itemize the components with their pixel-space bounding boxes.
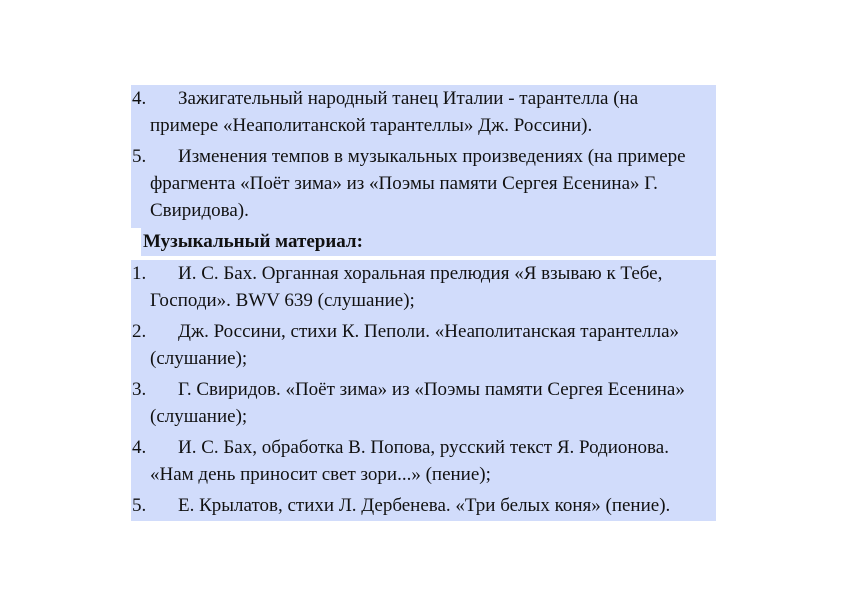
list-number: 3. [132,379,147,400]
list-number: 1. [132,263,147,284]
list-item [131,434,716,488]
materials-heading: Музыкальный материал: [141,228,716,256]
list-text: И. С. Бах, обработка В. Попова, русский текст Я. Родионова. «Нам день приносит свет зори...» (пение); [150,437,669,485]
list-text: Зажигательный народный танец Италии - тарантелла (на примере «Неаполитанской тарантеллы» Дж. Россини). [150,88,639,136]
list-text: И. С. Бах. Органная хоральная прелюдия «Я взываю к Тебе, Господи». BWV 639 (слушание); [150,263,663,311]
list-text: Г. Свиридов. «Поёт зима» из «Поэмы памяти Сергея Есенина» (слушание); [150,379,685,427]
list-item [131,85,716,139]
topics-list [131,85,716,228]
list-number: 2. [132,321,147,342]
heading-gap [131,228,141,256]
list-item [131,492,716,519]
list-text: Изменения темпов в музыкальных произведениях (на примере фрагмента «Поёт зима» из «Поэмы памяти Сергея Есенина» Г. Свиридова). [150,146,686,221]
list-number: 5. [132,146,147,167]
list-item [131,143,716,224]
list-number: 5. [132,495,147,516]
list-text: Дж. Россини, стихи К. Пеполи. «Неаполитанская тарантелла» (слушание); [150,321,680,369]
list-text: Е. Крылатов, стихи Л. Дербенева. «Три белых коня» (пение). [178,495,671,516]
list-item [131,260,716,314]
materials-list [131,260,716,521]
list-item [131,376,716,430]
list-number: 4. [132,88,147,109]
list-item [131,318,716,372]
list-number: 4. [132,437,147,458]
